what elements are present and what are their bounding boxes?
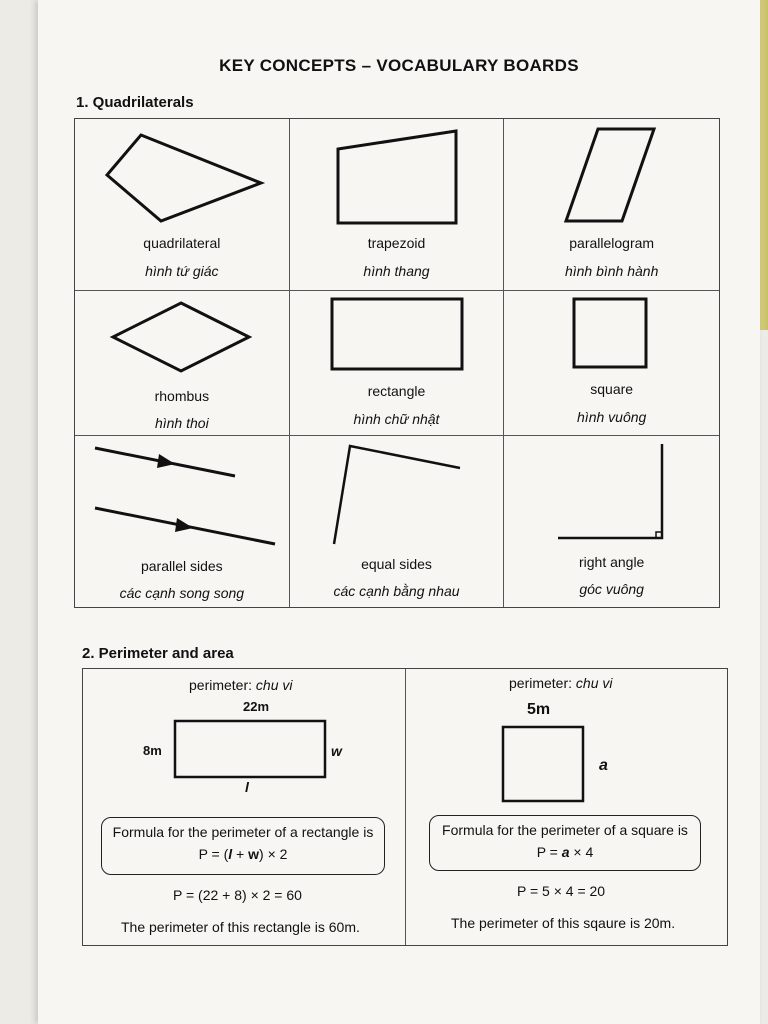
heading-vietnamese: chu vi bbox=[575, 675, 613, 691]
square-perimeter-heading bbox=[509, 675, 613, 691]
square-result: The perimeter of this sqaure is 20m. bbox=[451, 915, 676, 931]
parallel-lines-icon bbox=[75, 436, 289, 608]
vocab-cell-quadrilateral bbox=[75, 119, 290, 291]
formula-prefix: P = bbox=[536, 844, 562, 860]
heading-english: perimeter: bbox=[509, 675, 573, 691]
term-english: quadrilateral bbox=[143, 235, 221, 251]
section-heading-quadrilaterals: 1. Quadrilaterals bbox=[76, 94, 194, 111]
quadrilaterals-grid bbox=[74, 118, 720, 608]
square-side-label: 5m bbox=[527, 701, 551, 718]
rectangle-formula-box bbox=[101, 817, 385, 875]
term-english: rhombus bbox=[154, 388, 210, 404]
formula-description: Formula for the perimeter of a rectangle is bbox=[112, 824, 374, 840]
formula-suffix: × 4 bbox=[569, 844, 594, 860]
rectangle-length-label: 22m bbox=[243, 699, 270, 714]
term-english: right angle bbox=[578, 554, 645, 570]
term-english: equal sides bbox=[361, 556, 432, 572]
term-english: parallelogram bbox=[569, 235, 655, 251]
square-diagram-icon bbox=[405, 719, 727, 829]
rectangle-calculation: P = (22 + 8) × 2 = 60 bbox=[173, 887, 302, 903]
term-vietnamese: hình vuông bbox=[577, 409, 647, 425]
term-vietnamese: các cạnh song song bbox=[119, 585, 245, 601]
perimeter-panel bbox=[82, 668, 728, 946]
vocab-cell-equal-sides bbox=[290, 436, 505, 607]
section-heading-perimeter: 2. Perimeter and area bbox=[82, 645, 234, 662]
rectangle-result: The perimeter of this rectangle is 60m. bbox=[121, 919, 360, 935]
heading-vietnamese: chu vi bbox=[255, 677, 293, 693]
heading-english: perimeter: bbox=[189, 677, 253, 693]
square-calculation: P = 5 × 4 = 20 bbox=[517, 883, 606, 899]
rectangle-diagram-icon bbox=[83, 709, 405, 829]
term-vietnamese: hình thang bbox=[363, 263, 430, 279]
formula-a: a bbox=[561, 844, 570, 860]
vocab-cell-trapezoid bbox=[290, 119, 505, 291]
formula-prefix: P = ( bbox=[198, 846, 229, 862]
term-english: parallel sides bbox=[140, 558, 223, 574]
vocab-cell-parallelogram bbox=[504, 119, 719, 291]
term-vietnamese: hình tứ giác bbox=[145, 263, 219, 279]
term-vietnamese: hình bình hành bbox=[564, 263, 659, 279]
formula-description: Formula for the perimeter of a square is bbox=[442, 822, 688, 838]
term-vietnamese: hình chữ nhật bbox=[353, 411, 440, 427]
rectangle-l-label: l bbox=[245, 779, 249, 795]
term-vietnamese: góc vuông bbox=[579, 581, 644, 597]
vocab-cell-rectangle bbox=[290, 291, 505, 436]
formula-w: w bbox=[248, 846, 260, 862]
term-english: trapezoid bbox=[367, 235, 426, 251]
vocab-cell-parallel-sides bbox=[75, 436, 290, 607]
formula-expression bbox=[102, 843, 384, 865]
square-a-label: a bbox=[599, 757, 608, 774]
rectangle-width-label: 8m bbox=[143, 743, 162, 758]
term-vietnamese: các cạnh bằng nhau bbox=[333, 583, 460, 599]
worksheet-page bbox=[38, 0, 760, 1024]
vocab-cell-rhombus bbox=[75, 291, 290, 436]
term-english: square bbox=[590, 381, 634, 397]
formula-suffix: ) × 2 bbox=[259, 846, 288, 862]
formula-expression bbox=[430, 841, 700, 863]
formula-l: l bbox=[228, 846, 233, 862]
vocab-cell-right-angle bbox=[504, 436, 719, 607]
square-formula-box bbox=[429, 815, 701, 871]
vocab-cell-square bbox=[504, 291, 719, 436]
rectangle-w-label: w bbox=[331, 743, 342, 759]
formula-plus: + bbox=[232, 846, 249, 862]
term-english: rectangle bbox=[367, 383, 426, 399]
term-vietnamese: hình thoi bbox=[154, 415, 209, 431]
rectangle-perimeter-heading bbox=[189, 677, 293, 693]
page-title: KEY CONCEPTS – VOCABULARY BOARDS bbox=[219, 56, 579, 75]
